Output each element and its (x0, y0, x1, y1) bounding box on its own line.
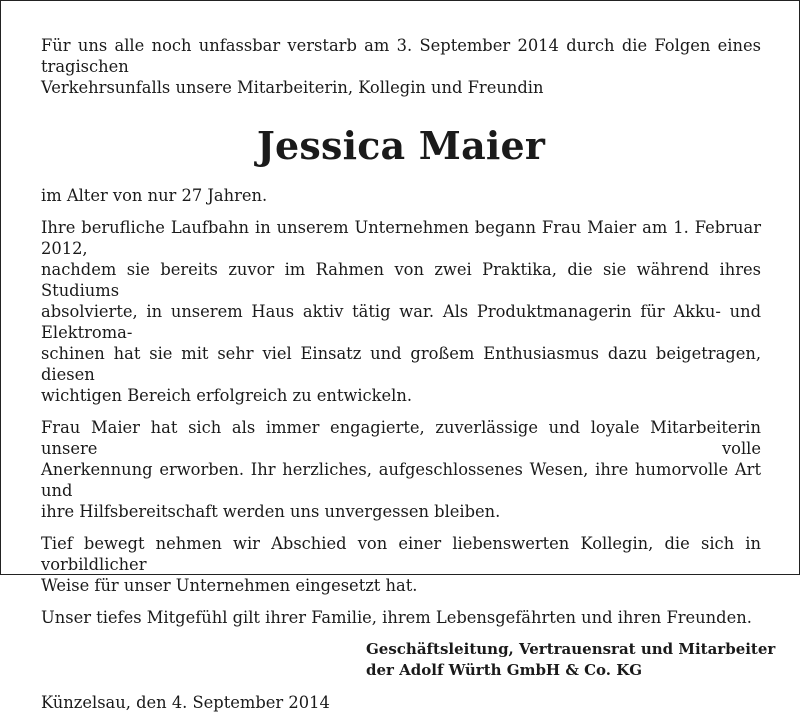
signature-line: der Adolf Würth GmbH & Co. KG (366, 661, 643, 679)
paragraph-farewell (41, 533, 761, 596)
paragraph-line: wichtigen Bereich erfolgreich zu entwickeln. (41, 386, 413, 405)
paragraph-line: absolvierte, in unserem Haus aktiv tätig war. Als Produktmanagerin für Akku- und Elektroma- (41, 302, 761, 342)
intro-line: Verkehrsunfalls unsere Mitarbeiterin, Kollegin und Freundin (41, 78, 544, 97)
paragraph-line: Tief bewegt nehmen wir Abschied von einer liebenswerten Kollegin, die sich in vorbildlicher (41, 534, 761, 574)
paragraph-line: Weise für unser Unternehmen eingesetzt hat. (41, 576, 418, 595)
paragraph-line: nachdem sie bereits zuvor im Rahmen von zwei Praktika, die sie während ihres Studiums (41, 260, 761, 300)
paragraph-line: ihre Hilfsbereitschaft werden uns unvergessen bleiben. (41, 502, 501, 521)
signature-line: Geschäftsleitung, Vertrauensrat und Mitarbeiter (366, 640, 776, 658)
paragraph-condolences: Unser tiefes Mitgefühl gilt ihrer Familie, ihrem Lebensgefährten und ihren Freunden. (41, 608, 752, 627)
paragraph-line: Frau Maier hat sich als immer engagierte, zuverlässige und loyale Mitarbeiterin unsere volle (41, 418, 761, 458)
place-date: Künzelsau, den 4. September 2014 (41, 693, 330, 712)
paragraph-line: Anerkennung erworben. Ihr herzliches, aufgeschlossenes Wesen, ihre humorvolle Art und (41, 460, 761, 500)
paragraph-line: Ihre berufliche Laufbahn in unserem Unternehmen begann Frau Maier am 1. Februar 2012, (41, 218, 761, 258)
paragraph-line: schinen hat sie mit sehr viel Einsatz und großem Enthusiasmus dazu beigetragen, diesen (41, 344, 761, 384)
paragraph-appreciation (41, 417, 761, 522)
age-line: im Alter von nur 27 Jahren. (41, 186, 268, 205)
intro-line: Für uns alle noch unfassbar verstarb am 3. September 2014 durch die Folgen eines tragischen (41, 36, 761, 76)
paragraph-career (41, 217, 761, 406)
signature-block (366, 639, 776, 681)
intro-text (41, 35, 761, 98)
notice-content (41, 35, 776, 713)
deceased-name: Jessica Maier (256, 123, 546, 168)
